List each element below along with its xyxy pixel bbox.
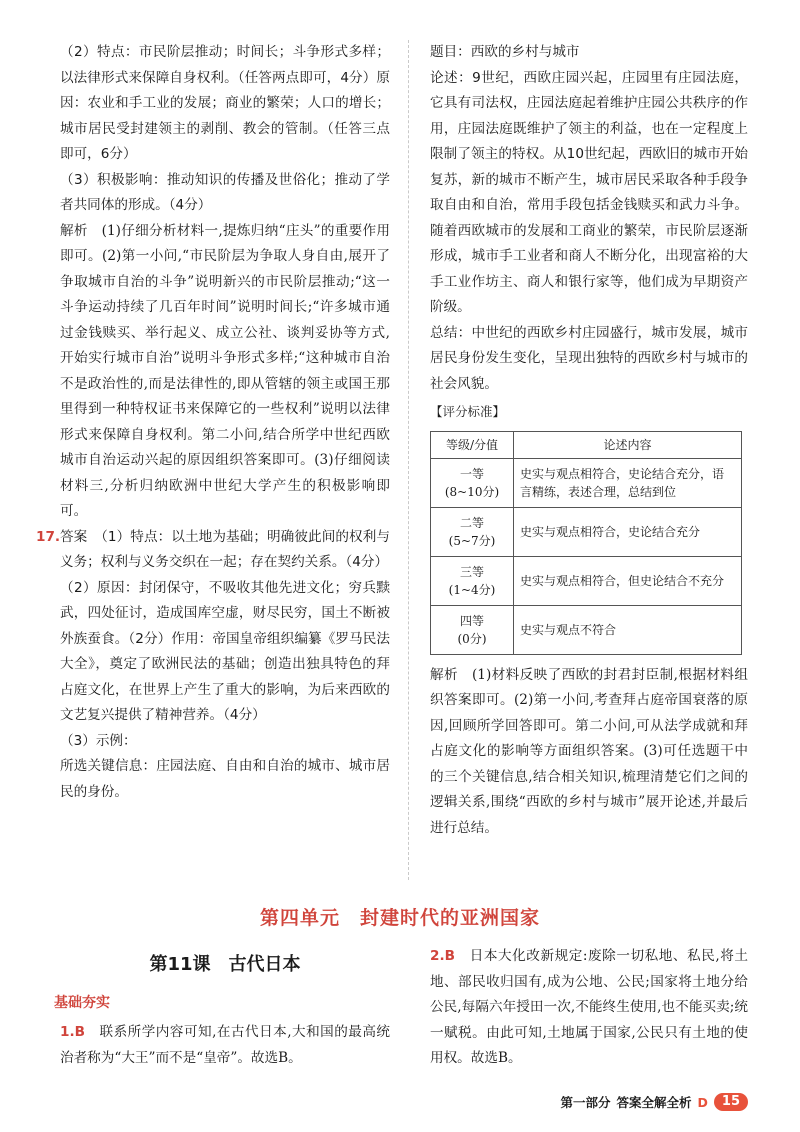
answer-1	[60, 1020, 390, 1071]
q17-key-info: 所选关键信息：庄园法庭、自由和自治的城市、城市居民的身份。	[60, 758, 390, 800]
rubric-row	[431, 605, 742, 654]
essay-argument: 论述：9世纪，西欧庄园兴起，庄园里有庄园法庭，它具有司法权，庄园法庭起着维护庄园公共秩序的作用，庄园法庭既维护了领主的利益，也在一定程度上限制了领主的特权。从10世纪起，西欧旧的城市开始复苏，新的城市不断产生，城市居民采取各种手段争取自由和自治，常用手段包括金钱赎买和武力斗争。随着西欧城市的发展和工商业的繁荣，市民阶层逐渐形成，城市手工业者和商人不断分化，出现富裕的大手工业作坊主、商人和银行家等，他们成为早期资产阶级。	[430, 69, 748, 315]
answer-2	[430, 944, 748, 1072]
rubric-content: 史实与观点不符合	[514, 605, 742, 654]
q17-analysis-text: 解析 (1)材料反映了西欧的封君封臣制,根据材料组织答案即可。(2)第一小问,考查拜占庭帝国衰落的原因,回顾所学回答即可。第二小问,可从法学成就和拜占庭文化的影响等方面组织答案。(3)可任选题干中的三个关键信息,结合相关知识,梳理清楚它们之间的逻辑关系,围绕“西欧的乡村与城市”展开论述,并最后进行总结。	[430, 666, 748, 836]
rubric-row	[431, 458, 742, 507]
footer-part: 第一部分	[560, 1095, 611, 1110]
answer-2-text: 日本大化改新规定:废除一切私地、私民,将土地、部民收归国有,成为公地、公民;国家将土地分给公民,每隔六年授田一次,不能终生使用,也不能买卖;统一赋税。由此可知,土地属于国家,公民只有土地的使用权。故选B。	[430, 948, 749, 1066]
rubric-row	[431, 507, 742, 556]
right-column	[430, 40, 748, 841]
q16-part3-text: （3）积极影响：推动知识的传播及世俗化；推动了学者共同体的形成。（4分）	[60, 171, 390, 213]
rubric-header-row	[431, 431, 742, 458]
rubric-header-level: 等级/分值	[431, 431, 514, 458]
q17-part3-label: （3）示例：	[60, 732, 137, 749]
answer-1-text: 联系所学内容可知,在古代日本,大和国的最高统治者称为“大王”而不是“皇帝”。故选B。	[60, 1024, 391, 1066]
lesson-title: 第11课 古代日本	[149, 954, 301, 975]
essay-topic: 题目：西欧的乡村与城市	[430, 44, 580, 60]
q16-analysis-text: 解析 (1)仔细分析材料一,提炼归纳“庄头”的重要作用即可。(2)第一小问,“市民阶层为争取人身自由,展开了争取城市自治的斗争”说明新兴的市民阶层推动;“这一斗争运动持续了几百年时间”说明时间长;“许多城市通过金钱赎买、举行起义、成立公社、谈判妥协等方式,开始实行城市自治”说明斗争形式多样;“这种城市自治不是政治性的,而是法律性的,即从管辖的领主或国王那里得到一种特权证书来保障它的一些权利”说明以法律形式来保障自身权利。第二小问,结合所学中世纪西欧城市自治运动兴起的原因组织答案即可。(3)仔细阅读材料三,分析归纳欧洲中世纪大学产生的积极影响即可。	[60, 222, 390, 519]
rubric-title: 【评分标准】	[430, 404, 506, 419]
page-number: 15	[714, 1093, 748, 1111]
rubric-content: 史实与观点相符合，史论结合充分，语言精练，表述合理，总结到位	[514, 458, 742, 507]
section-label: 基础夯实	[54, 995, 110, 1011]
rubric-table	[430, 431, 742, 655]
rubric-level: 三等 (1~4分)	[431, 556, 514, 605]
answer-2-number: 2.B	[430, 948, 455, 964]
footer-d-mark: D	[697, 1094, 708, 1110]
left-column	[36, 40, 390, 805]
rubric-level: 四等 (0分)	[431, 605, 514, 654]
footer-label: 答案全解全析	[616, 1095, 692, 1110]
q17-block	[36, 525, 390, 576]
rubric-level: 二等 (5~7分)	[431, 507, 514, 556]
q16-part2-text: （2）特点：市民阶层推动；时间长；斗争形式多样；以法律形式来保障自身权利。（任答两点即可，4分）原因：农业和手工业的发展；商业的繁荣；人口的增长；城市居民受封建领主的剥削、教会的管制。（任答三点即可，6分）	[60, 44, 390, 162]
rubric-content: 史实与观点相符合，史论结合充分	[514, 507, 742, 556]
q17-part2-text: （2）原因：封闭保守，不吸收其他先进文化；穷兵黩武，四处征讨，造成国库空虚，财尽民穷，国土不断被外族蚕食。（2分）作用：帝国皇帝组织编纂《罗马民法大全》，奠定了欧洲民法的基础；创造出独具特色的拜占庭文化，在世界上产生了重大的影响，为后来西欧的文艺复兴提供了精神营养。（4分）	[60, 579, 390, 723]
unit-title: 第四单元 封建时代的亚洲国家	[259, 907, 540, 929]
page-footer	[560, 1093, 748, 1111]
essay-summary: 总结：中世纪的西欧乡村庄园盛行，城市发展，城市居民身份发生变化，呈现出独特的西欧乡村与城市的社会风貌。	[430, 324, 748, 392]
rubric-content: 史实与观点相符合，但史论结合不充分	[514, 556, 742, 605]
rubric-header-content: 论述内容	[514, 431, 742, 458]
answer-1-number: 1.B	[60, 1024, 85, 1040]
rubric-row	[431, 556, 742, 605]
column-divider	[408, 40, 410, 880]
rubric-level: 一等 (8~10分)	[431, 458, 514, 507]
q17-part1-text: 答案 （1）特点：以土地为基础；明确彼此间的权利与义务；权利与义务交织在一起；存在契约关系。（4分）	[60, 528, 390, 570]
q17-number: 17.	[36, 528, 61, 545]
